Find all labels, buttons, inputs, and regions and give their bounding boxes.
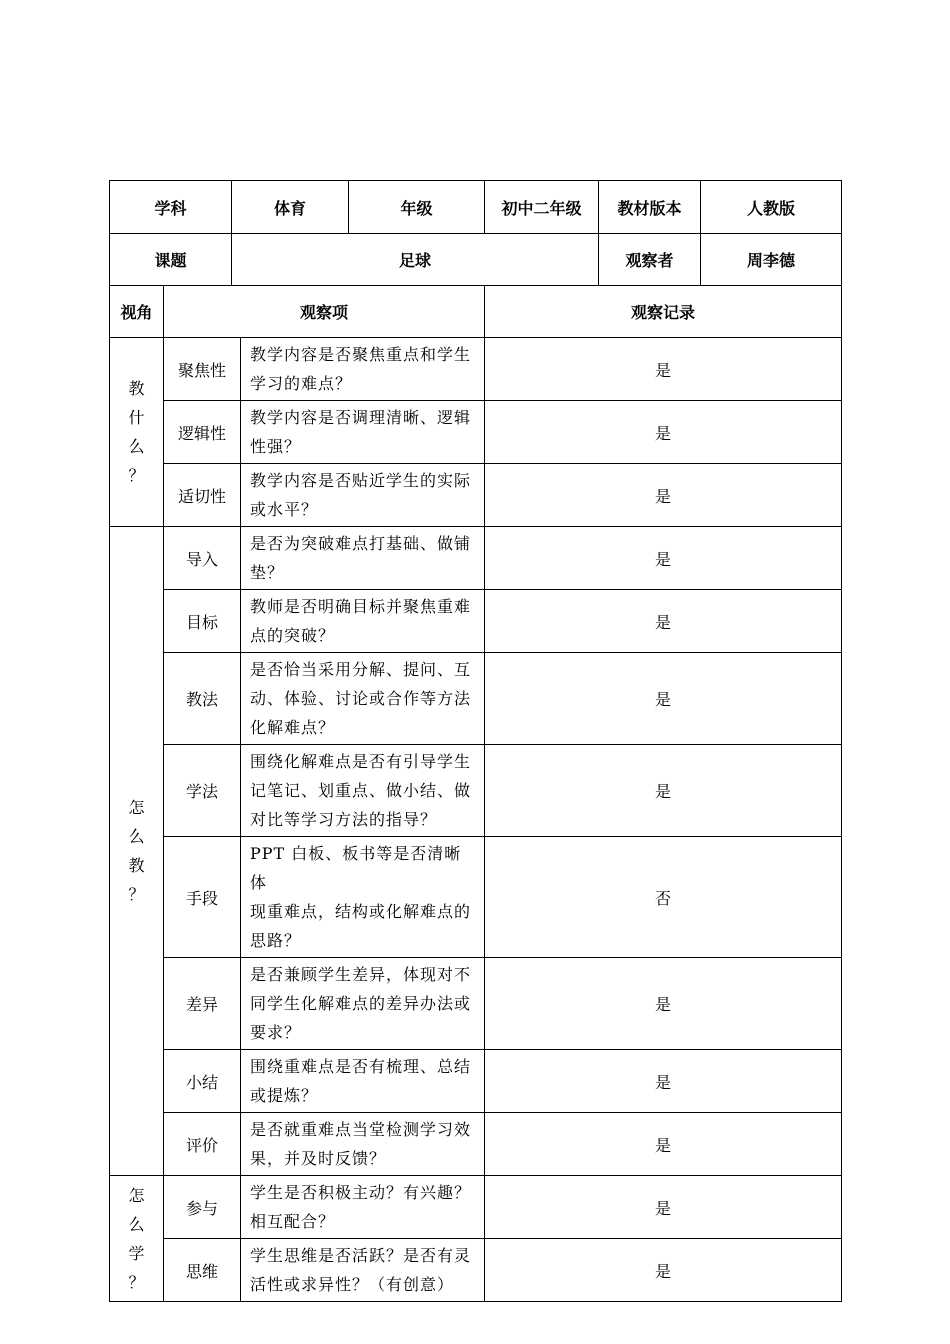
question-cell bbox=[241, 527, 485, 590]
question-line: 是否恰当采用分解、提问、互 bbox=[250, 660, 472, 679]
table-row bbox=[110, 1050, 842, 1113]
perspective-char: 怎 bbox=[128, 798, 145, 817]
question-cell bbox=[241, 837, 485, 958]
perspective-char: ？ bbox=[128, 885, 145, 904]
question-cell bbox=[241, 1113, 485, 1176]
table-row bbox=[110, 401, 842, 464]
criterion-cell: 手段 bbox=[164, 837, 241, 958]
perspective-cell bbox=[110, 527, 164, 1176]
question-line: 思路？ bbox=[250, 931, 302, 950]
question-line: 或提炼？ bbox=[250, 1086, 319, 1105]
record-header: 观察记录 bbox=[485, 286, 842, 338]
question-cell bbox=[241, 1050, 485, 1113]
question-line: 是否兼顾学生差异，体现对不 bbox=[250, 965, 472, 984]
question-line: 相互配合？ bbox=[250, 1212, 336, 1231]
question-line: 活性或求异性？（有创意） bbox=[250, 1275, 455, 1294]
table-row bbox=[110, 837, 842, 958]
grade-label: 年级 bbox=[349, 181, 485, 234]
question-line: 动、体验、讨论或合作等方法 bbox=[250, 689, 472, 708]
question-line: 学生思维是否活跃？是否有灵 bbox=[250, 1246, 472, 1265]
question-line: 同学生化解难点的差异办法或 bbox=[250, 994, 472, 1013]
criterion-cell: 参与 bbox=[164, 1176, 241, 1239]
table-row bbox=[110, 527, 842, 590]
criterion-cell: 差异 bbox=[164, 958, 241, 1050]
table-row bbox=[110, 464, 842, 527]
criterion-cell: 评价 bbox=[164, 1113, 241, 1176]
question-line: 化解难点？ bbox=[250, 718, 336, 737]
perspective-char: ？ bbox=[128, 466, 145, 485]
perspective-char: 么 bbox=[128, 1214, 145, 1234]
question-line: 学习的难点？ bbox=[250, 374, 353, 393]
record-cell: 是 bbox=[485, 1113, 842, 1176]
perspective-char: 学 bbox=[128, 1243, 145, 1263]
perspective-char: 么 bbox=[128, 437, 145, 456]
question-cell bbox=[241, 401, 485, 464]
criterion-cell: 教法 bbox=[164, 653, 241, 745]
criterion-cell: 小结 bbox=[164, 1050, 241, 1113]
perspective-char: 教 bbox=[128, 856, 145, 875]
question-cell bbox=[241, 590, 485, 653]
record-cell: 是 bbox=[485, 527, 842, 590]
record-cell: 是 bbox=[485, 1050, 842, 1113]
record-cell: 是 bbox=[485, 590, 842, 653]
table-row bbox=[110, 1113, 842, 1176]
column-header-row bbox=[110, 286, 842, 338]
perspective-char: 什 bbox=[128, 408, 145, 427]
edition-label: 教材版本 bbox=[599, 181, 701, 234]
table-row bbox=[110, 1239, 842, 1302]
question-line: 点的突破？ bbox=[250, 626, 336, 645]
question-line: 对比等学习方法的指导？ bbox=[250, 810, 438, 829]
table-row bbox=[110, 590, 842, 653]
criterion-cell: 逻辑性 bbox=[164, 401, 241, 464]
subject-label: 学科 bbox=[110, 181, 232, 234]
question-line: 学生是否积极主动？有兴趣？ bbox=[250, 1183, 472, 1202]
question-line: 是否就重难点当堂检测学习效 bbox=[250, 1120, 472, 1139]
criterion-cell: 学法 bbox=[164, 745, 241, 837]
criterion-cell: 目标 bbox=[164, 590, 241, 653]
question-line: 是否为突破难点打基础、做铺 bbox=[250, 534, 472, 553]
question-line: 教学内容是否聚焦重点和学生 bbox=[250, 345, 472, 364]
observer-value: 周李德 bbox=[701, 234, 842, 286]
observation-table bbox=[109, 180, 842, 1302]
question-line: 教学内容是否贴近学生的实际 bbox=[250, 471, 472, 490]
criterion-cell: 适切性 bbox=[164, 464, 241, 527]
record-cell: 否 bbox=[485, 837, 842, 958]
info-row-1 bbox=[110, 181, 842, 234]
item-header: 观察项 bbox=[164, 286, 485, 338]
perspective-header: 视角 bbox=[110, 286, 164, 338]
record-cell: 是 bbox=[485, 464, 842, 527]
record-cell: 是 bbox=[485, 958, 842, 1050]
question-cell bbox=[241, 1239, 485, 1302]
question-line: 垫？ bbox=[250, 563, 285, 582]
question-line: 性强？ bbox=[250, 437, 302, 456]
question-cell bbox=[241, 745, 485, 837]
perspective-char: 么 bbox=[128, 827, 145, 846]
question-cell bbox=[241, 338, 485, 401]
criterion-cell: 聚焦性 bbox=[164, 338, 241, 401]
table-row bbox=[110, 958, 842, 1050]
record-cell: 是 bbox=[485, 745, 842, 837]
question-line: 教学内容是否调理清晰、逻辑 bbox=[250, 408, 472, 427]
criterion-cell: 思维 bbox=[164, 1239, 241, 1302]
question-line: 记笔记、划重点、做小结、做 bbox=[250, 781, 472, 800]
subject-value: 体育 bbox=[232, 181, 349, 234]
topic-value: 足球 bbox=[232, 234, 599, 286]
question-line: 教师是否明确目标并聚焦重难 bbox=[250, 597, 472, 616]
question-line: 围绕重难点是否有梳理、总结 bbox=[250, 1057, 472, 1076]
record-cell: 是 bbox=[485, 401, 842, 464]
table-row bbox=[110, 745, 842, 837]
question-line: PPT 白板、板书等是否清晰体 bbox=[250, 844, 462, 892]
grade-value: 初中二年级 bbox=[485, 181, 599, 234]
table-row bbox=[110, 338, 842, 401]
question-line: 果，并及时反馈？ bbox=[250, 1149, 387, 1168]
question-line: 要求？ bbox=[250, 1023, 302, 1042]
perspective-char: ？ bbox=[128, 1272, 145, 1292]
record-cell: 是 bbox=[485, 1239, 842, 1302]
question-cell bbox=[241, 653, 485, 745]
question-cell bbox=[241, 1176, 485, 1239]
criterion-cell: 导入 bbox=[164, 527, 241, 590]
perspective-cell bbox=[110, 338, 164, 527]
question-cell bbox=[241, 464, 485, 527]
table-row bbox=[110, 1176, 842, 1239]
info-row-2 bbox=[110, 234, 842, 286]
question-line: 围绕化解难点是否有引导学生 bbox=[250, 752, 472, 771]
edition-value: 人教版 bbox=[701, 181, 842, 234]
observation-form bbox=[109, 180, 841, 1302]
question-line: 现重难点，结构或化解难点的 bbox=[250, 902, 472, 921]
perspective-char: 怎 bbox=[128, 1185, 145, 1205]
perspective-char: 教 bbox=[128, 379, 145, 398]
question-line: 或水平？ bbox=[250, 500, 319, 519]
record-cell: 是 bbox=[485, 338, 842, 401]
record-cell: 是 bbox=[485, 653, 842, 745]
question-cell bbox=[241, 958, 485, 1050]
perspective-cell bbox=[110, 1176, 164, 1302]
record-cell: 是 bbox=[485, 1176, 842, 1239]
table-row bbox=[110, 653, 842, 745]
topic-label: 课题 bbox=[110, 234, 232, 286]
observer-label: 观察者 bbox=[599, 234, 701, 286]
